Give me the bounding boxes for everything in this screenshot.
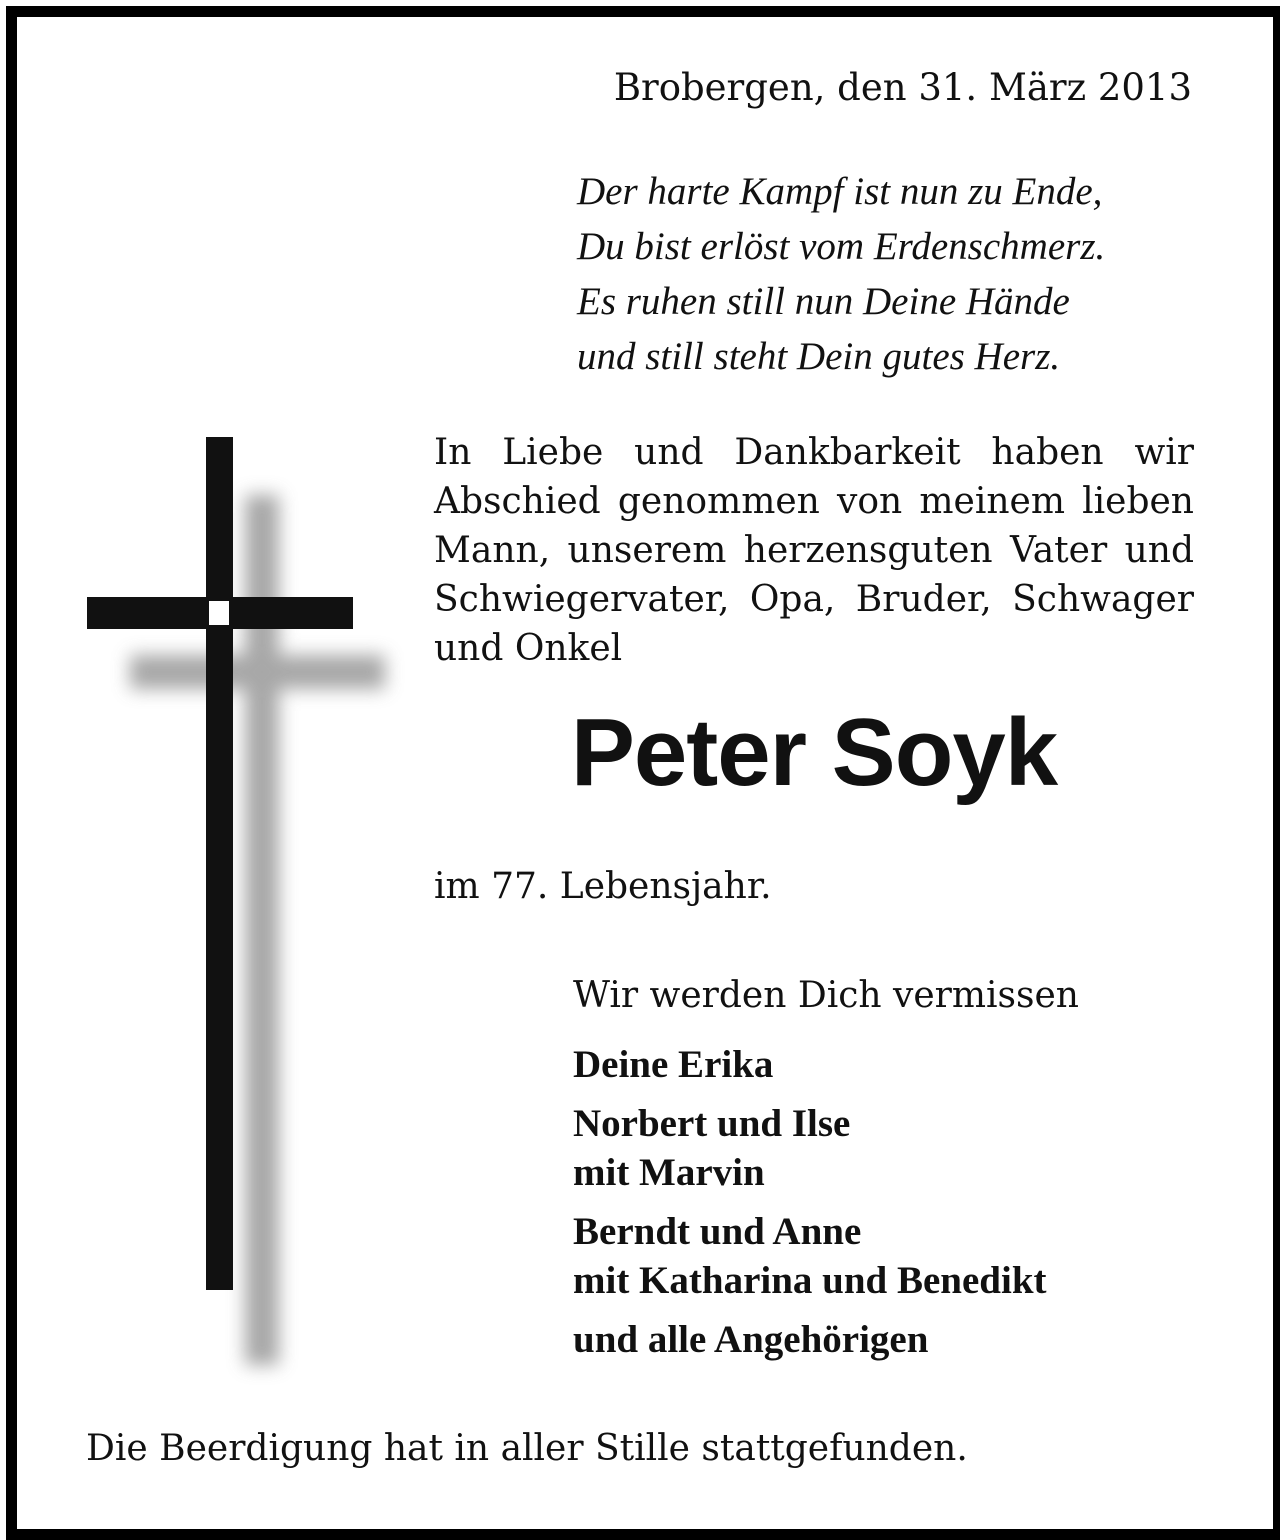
mourner-group bbox=[573, 1099, 1047, 1197]
mourner-group bbox=[573, 1040, 1047, 1089]
age-line: im 77. Lebensjahr. bbox=[434, 866, 772, 907]
poem-line: Du bist erlöst vom Erdenschmerz. bbox=[577, 225, 1106, 268]
mourner-line: mit Katharina und Benedikt bbox=[573, 1259, 1047, 1302]
mourner-line: Deine Erika bbox=[573, 1043, 774, 1086]
miss-line: Wir werden Dich vermissen bbox=[573, 975, 1079, 1016]
latin-cross-icon bbox=[60, 415, 430, 1390]
mourner-line: und alle Angehörigen bbox=[573, 1318, 929, 1361]
mourner-line: Norbert und Ilse bbox=[573, 1102, 851, 1145]
poem bbox=[577, 164, 1197, 384]
mourner-group bbox=[573, 1207, 1047, 1305]
deceased-name: Peter Soyk bbox=[570, 699, 1058, 806]
funeral-note: Die Beerdigung hat in aller Stille stattgefunden. bbox=[86, 1428, 968, 1469]
mourner-line: mit Marvin bbox=[573, 1151, 765, 1194]
poem-line: Es ruhen still nun Deine Hände bbox=[577, 280, 1070, 323]
poem-line: und still steht Dein gutes Herz. bbox=[577, 335, 1061, 378]
mourners-list bbox=[573, 1040, 1047, 1374]
place-date: Brobergen, den 31. März 2013 bbox=[613, 66, 1192, 109]
mourner-line: Berndt und Anne bbox=[573, 1210, 862, 1253]
poem-line: Der harte Kampf ist nun zu Ende, bbox=[577, 170, 1103, 213]
intro-text: In Liebe und Dankbarkeit haben wir Abschied genommen von meinem lieben Mann, unserem herzensguten Vater und Schwiegervater, Opa, Bruder, Schwager und Onkel bbox=[434, 432, 1194, 669]
cross-icon-area bbox=[60, 415, 430, 1390]
mourner-group bbox=[573, 1315, 1047, 1364]
